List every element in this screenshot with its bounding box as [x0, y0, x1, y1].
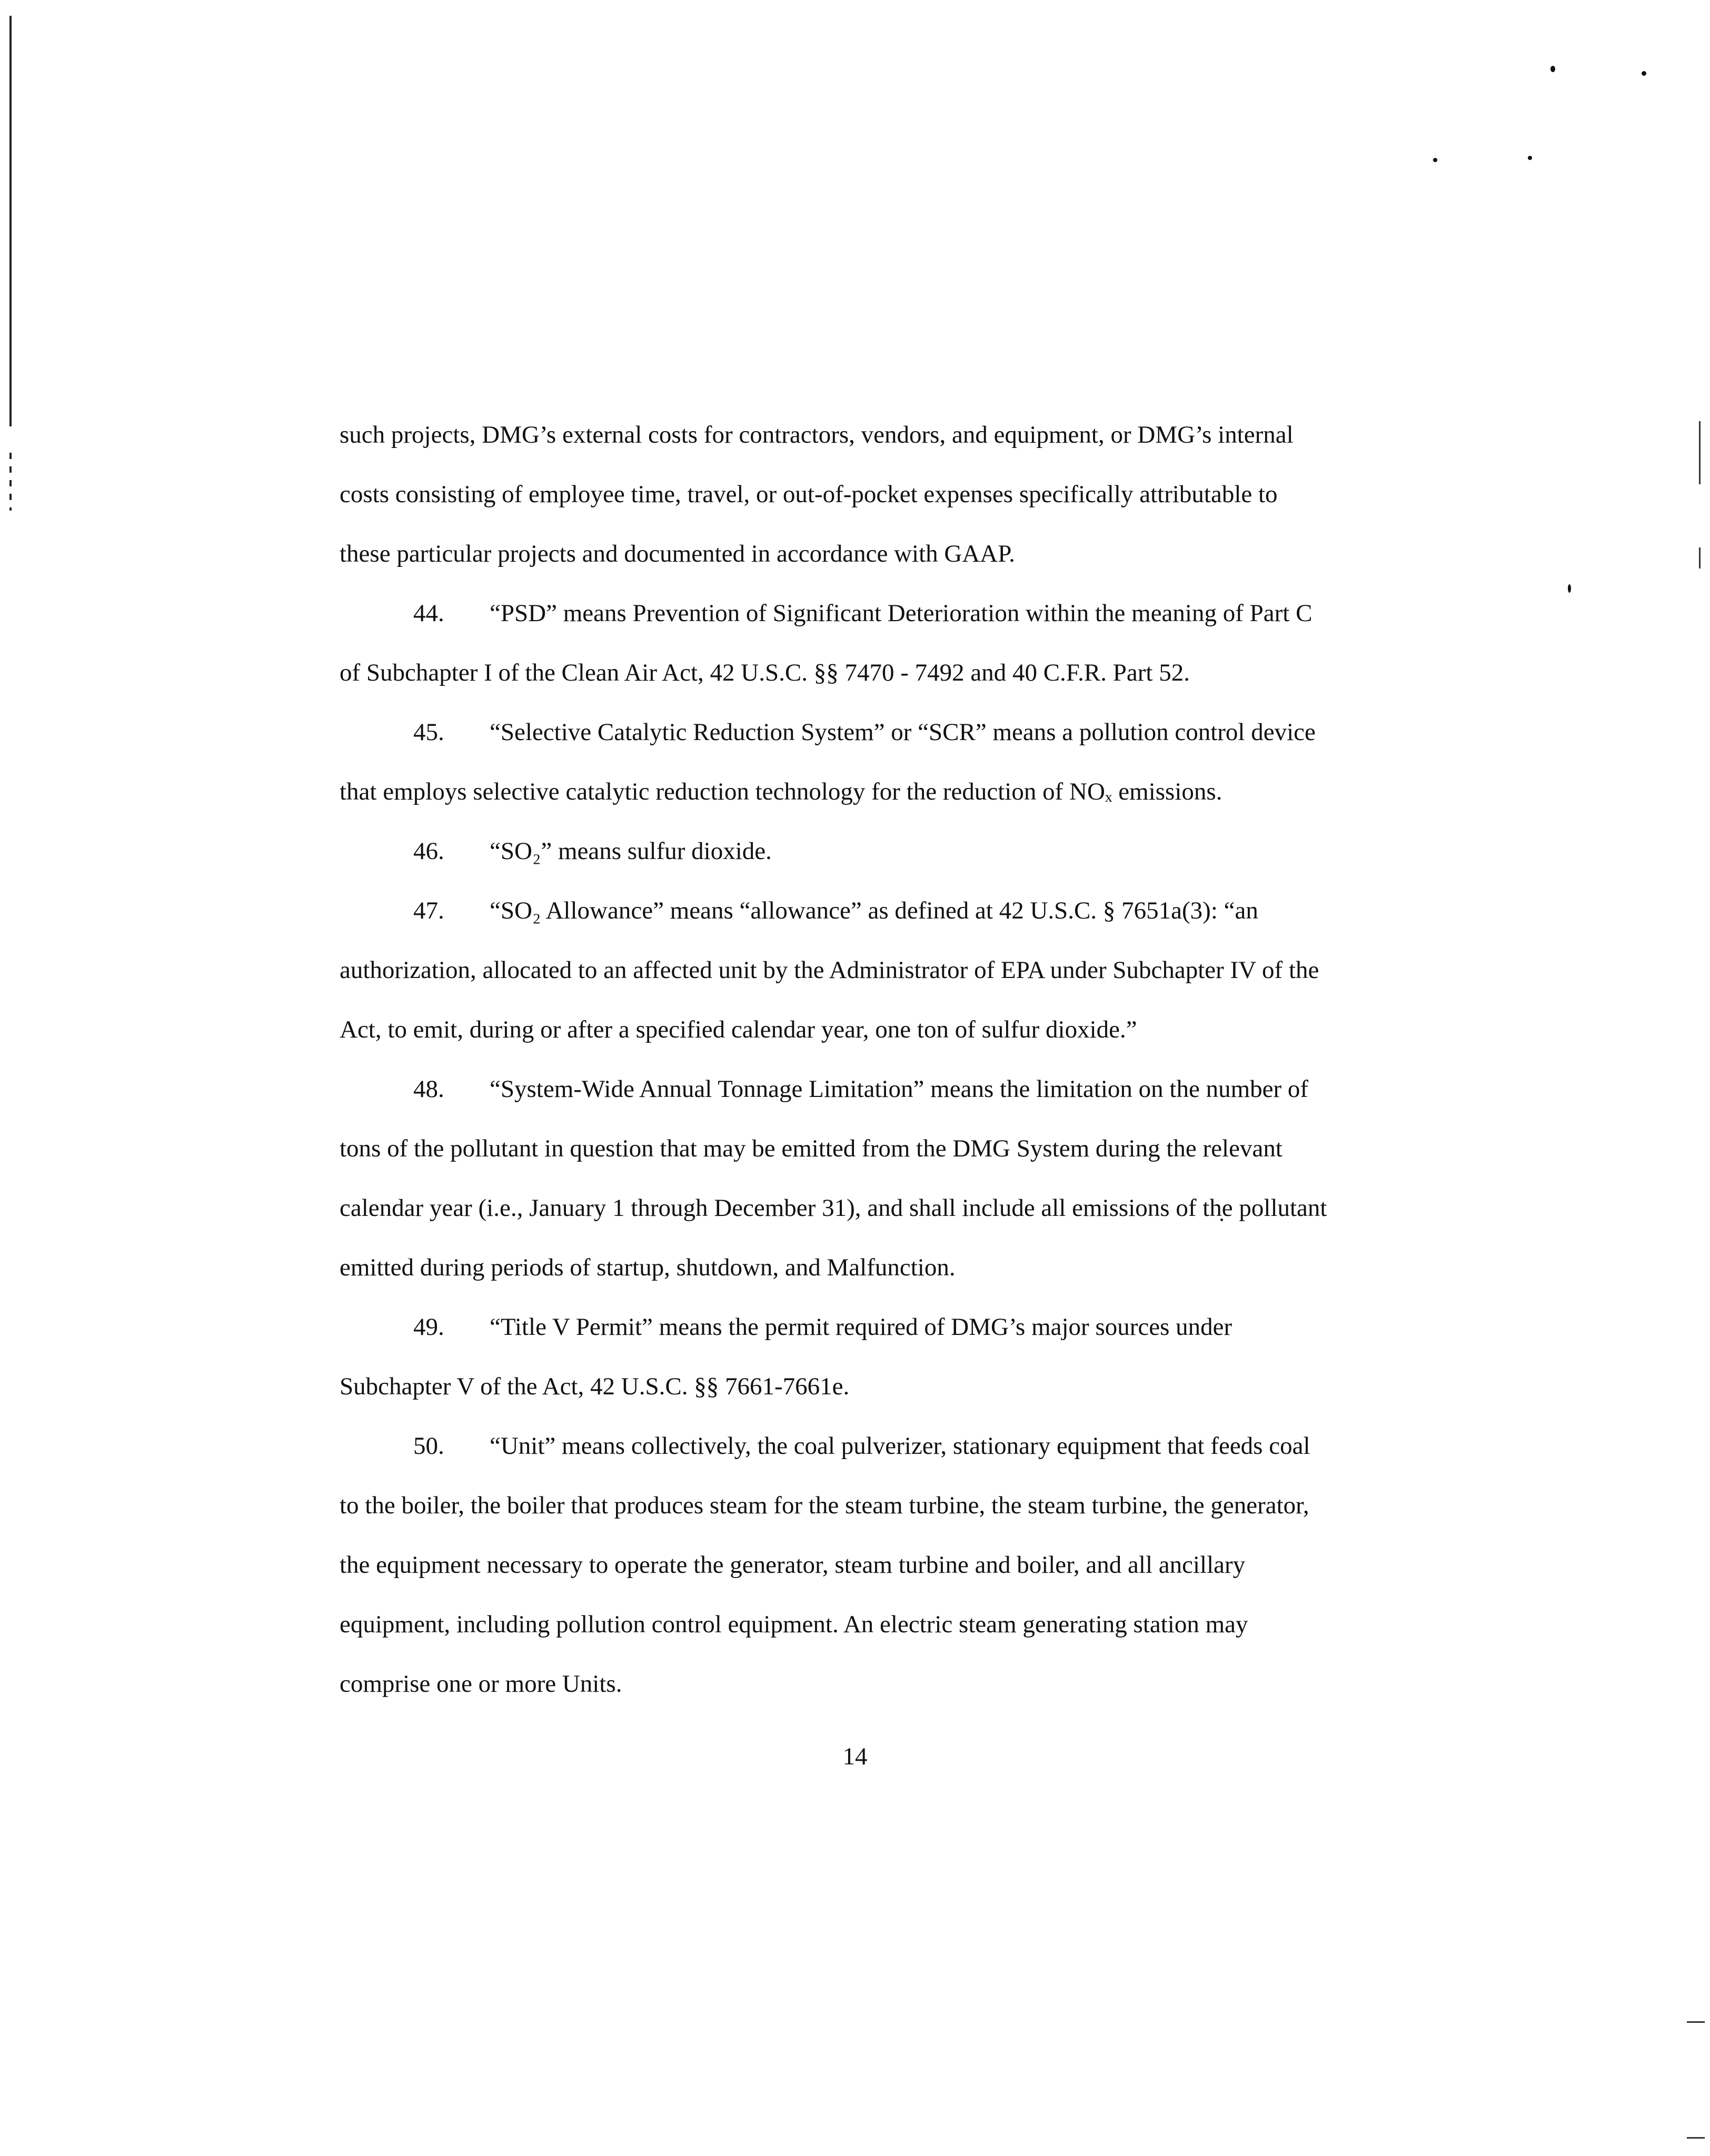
paragraph-text: “Title V Permit” means the permit required of DMG’s major sources under Subchapter V of the Act, 42 U.S.C. §§ 7661-7661e. [340, 1313, 1232, 1400]
paragraph-number: 49. [413, 1313, 444, 1341]
scan-speck [1550, 66, 1555, 72]
paragraph-number: 46. [413, 837, 444, 865]
scan-speck [1528, 156, 1532, 160]
definition-49 [340, 1297, 1329, 1416]
paragraph-text: “PSD” means Prevention of Significant Deterioration within the meaning of Part C of Subchapter I of the Clean Air Act, 42 U.S.C. §§ 7470 - 7492 and 40 C.F.R. Part 52. [340, 600, 1313, 686]
paragraph-number: 44. [413, 600, 444, 627]
definition-44 [340, 584, 1329, 703]
scan-edge-line [9, 16, 12, 426]
paragraph-text: “SO₂” means sulfur dioxide. [490, 837, 772, 865]
scan-speck [1568, 584, 1571, 593]
continuation-paragraph: such projects, DMG’s external costs for contractors, vendors, and equipment, or DMG’s internal costs consisting of employee time, travel, or out-of-pocket expenses specifically attributable to these particular projects and documented in accordance with GAAP. [340, 421, 1294, 567]
definition-47 [340, 881, 1329, 1060]
paragraph-number: 47. [413, 897, 444, 924]
definition-48 [340, 1060, 1329, 1297]
paragraph-number: 50. [413, 1432, 444, 1460]
scan-edge-dash-bottom [1687, 2137, 1705, 2139]
scan-edge-mark-right [1699, 421, 1701, 484]
scan-edge-mark-right-lower [1699, 547, 1701, 568]
paragraph-text: “System-Wide Annual Tonnage Limitation” means the limitation on the number of tons of the pollutant in question that may be emitted from the DMG System during the relevant calendar year (i.e., January 1 through December 31), and shall include all emissions of the pollutant emitted during periods of startup, shutdown, and Malfunction. [340, 1075, 1327, 1281]
document-body [340, 405, 1329, 1714]
definition-50 [340, 1416, 1329, 1714]
scan-edge-dashes [9, 453, 12, 511]
scan-speck [1642, 71, 1646, 76]
paragraph-number: 45. [413, 718, 444, 746]
scan-edge-dash-bottom [1687, 2021, 1705, 2023]
scan-speck [1433, 158, 1437, 162]
definition-46 [340, 822, 1329, 881]
definition-45 [340, 703, 1329, 822]
paragraph-text: “SO₂ Allowance” means “allowance” as defined at 42 U.S.C. § 7651a(3): “an authorization, allocated to an affected unit by the Administrator of EPA under Subchapter IV of the Act, to emit, during or after a specified calendar year, one ton of sulfur dioxide.” [340, 897, 1319, 1043]
paragraph-number: 48. [413, 1075, 444, 1103]
paragraph-text: “Unit” means collectively, the coal pulverizer, stationary equipment that feeds coal to the boiler, the boiler that produces steam for the steam turbine, the steam turbine, the generator, the equipment necessary to operate the generator, steam turbine and boiler, and all ancillary equipment, including pollution control equipment. An electric steam generating station may comprise one or more Units. [340, 1432, 1310, 1698]
paragraph-text: “Selective Catalytic Reduction System” or “SCR” means a pollution control device that employs selective catalytic reduction technology for the reduction of NOₓ emissions. [340, 718, 1316, 805]
page-number: 14 [842, 1743, 868, 1770]
